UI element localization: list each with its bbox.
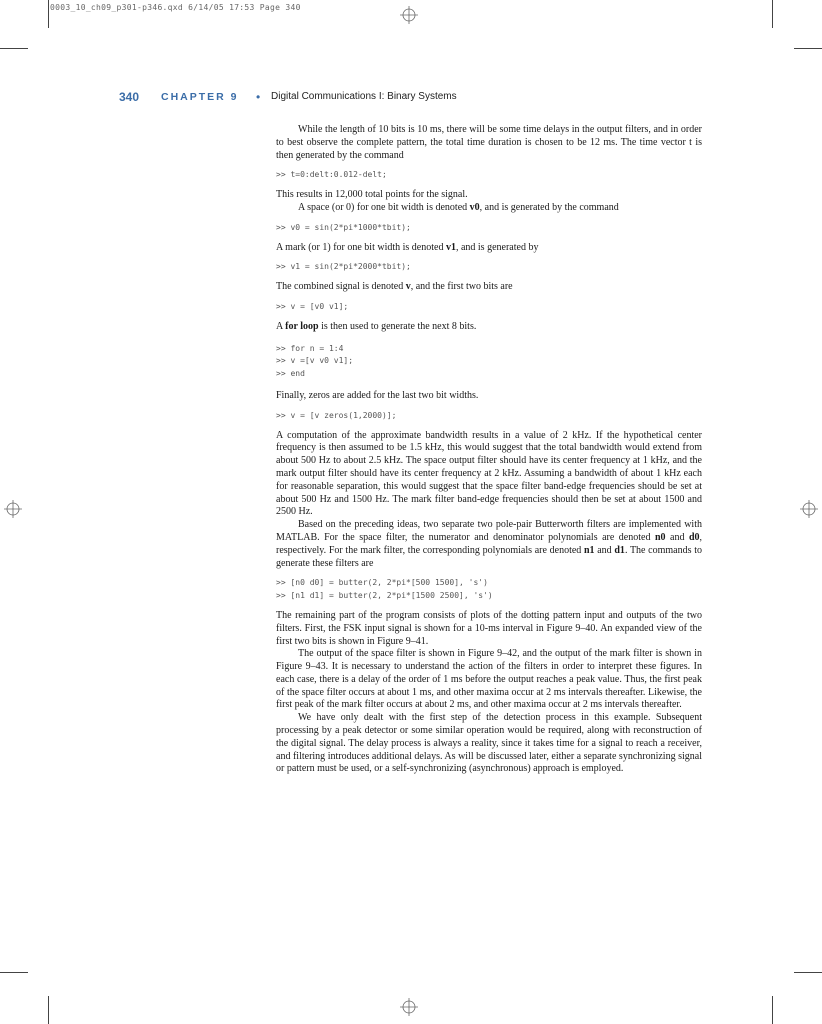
header-bullet: • xyxy=(256,90,261,104)
matlab-command: >> v0 = sin(2*pi*1000*tbit); xyxy=(276,222,411,232)
paragraph: Based on the preceding ideas, two separate two pole-pair Butterworth filters are implemented with MATLAB. For the space filter, the numerator and denominator polynomials are denoted n0 and d0, respectively. For the mark filter, the corresponding polynomials are denoted n1 and d1. The commands to generate these filters are xyxy=(276,519,702,569)
chapter-label: CHAPTER 9 xyxy=(161,91,239,103)
paragraph: A mark (or 1) for one bit width is denoted v1, and is generated by xyxy=(276,241,539,253)
crop-mark-bottom-left-v xyxy=(48,996,49,1024)
matlab-command: >> [n0 d0] = butter(2, 2*pi*[500 1500], 's') xyxy=(276,578,488,588)
paragraph: Finally, zeros are added for the last two bit widths. xyxy=(276,389,479,401)
matlab-command: >> v = [v0 v1]; xyxy=(276,301,349,311)
paragraph: A for loop is then used to generate the next 8 bits. xyxy=(276,320,477,332)
matlab-command: >> end xyxy=(276,369,305,379)
paragraph: The output of the space filter is shown in Figure 9–42, and the output of the mark filter is shown in Figure 9–43. It is necessary to understand the action of the filters in order to interpret these figures. In each case, there is a delay of the order of 1 ms before the output reaches a peak value. Thus, the first peak of the space filter occurs at about 1 ms, and other maxima occur at 2 ms intervals thereafter. Likewise, the first peak of the mark filter occurs at about 2 ms, and other maxima occur at 2 ms intervals thereafter. xyxy=(276,648,702,711)
registration-mark-top-icon xyxy=(400,6,418,24)
matlab-command: >> [n1 d1] = butter(2, 2*pi*[1500 2500], 's') xyxy=(276,591,493,601)
page-body xyxy=(276,124,702,776)
matlab-command: >> t=0:delt:0.012-delt; xyxy=(276,170,387,180)
matlab-command: >> v1 = sin(2*pi*2000*tbit); xyxy=(276,262,411,272)
registration-mark-right-icon xyxy=(800,500,818,518)
paragraph: The remaining part of the program consists of plots of the dotting pattern input and outputs of the two filters. First, the FSK input signal is shown for a 10-ms interval in Figure 9–40. An expanded view of the first two bits is shown in Figure 9–41. xyxy=(276,609,702,647)
chapter-title: Digital Communications I: Binary Systems xyxy=(271,91,457,102)
paragraph: A space (or 0) for one bit width is denoted v0, and is generated by the command xyxy=(298,201,619,213)
matlab-command: >> v =[v v0 v1]; xyxy=(276,356,354,366)
matlab-command: >> for n = 1:4 xyxy=(276,343,344,353)
matlab-command: >> v = [v zeros(1,2000)]; xyxy=(276,410,397,420)
paragraph: We have only dealt with the first step of the detection process in this example. Subsequent processing by a peak detector or some similar operation would be required, along with reconstruction of the digital signal. The delay process is always a reality, since it takes time for a signal to reach a receiver, and filtering introduces additional delays. As will be discussed later, either a separate synchronizing signal or pattern must be used, or a self-synchronizing (asynchronous) approach is employed. xyxy=(276,712,702,775)
paragraph: A computation of the approximate bandwidth results in a value of 2 kHz. If the hypothetical center frequency is then assumed to be 1.5 kHz, this would suggest that the total bandwidth would extend from about 500 Hz to about 2.5 kHz. The space output filter should have its center frequency at 1 kHz, and the mark output filter should have its center frequency at 2 kHz. Assuming a bandwidth of about 1 kHz each for reasonable separation, this would suggest that the space filter band-edge frequencies should be set at about 500 Hz and 1500 Hz. The mark filter band-edge frequencies should then be set at about 1500 and 2500 Hz. xyxy=(276,429,702,518)
running-header xyxy=(119,90,762,106)
crop-mark-top-left-v xyxy=(48,0,49,28)
paragraph: While the length of 10 bits is 10 ms, there will be some time delays in the output filters, and in order to best observe the complete pattern, the total time duration is chosen to be 12 ms. The time vector t is then generated by the command xyxy=(276,124,702,161)
paragraph: The combined signal is denoted v, and the first two bits are xyxy=(276,281,513,293)
crop-mark-top-left-h xyxy=(0,48,28,49)
crop-mark-bottom-right-h xyxy=(794,972,822,973)
registration-mark-bottom-icon xyxy=(400,998,418,1016)
paragraph: This results in 12,000 total points for the signal. xyxy=(276,189,468,201)
printer-slug: 0003_10_ch09_p301-p346.qxd 6/14/05 17:53 Page 340 xyxy=(50,3,301,12)
crop-mark-top-right-v xyxy=(772,0,773,28)
registration-mark-left-icon xyxy=(4,500,22,518)
crop-mark-bottom-right-v xyxy=(772,996,773,1024)
crop-mark-top-right-h xyxy=(794,48,822,49)
crop-mark-bottom-left-h xyxy=(0,972,28,973)
page-number: 340 xyxy=(119,90,140,104)
